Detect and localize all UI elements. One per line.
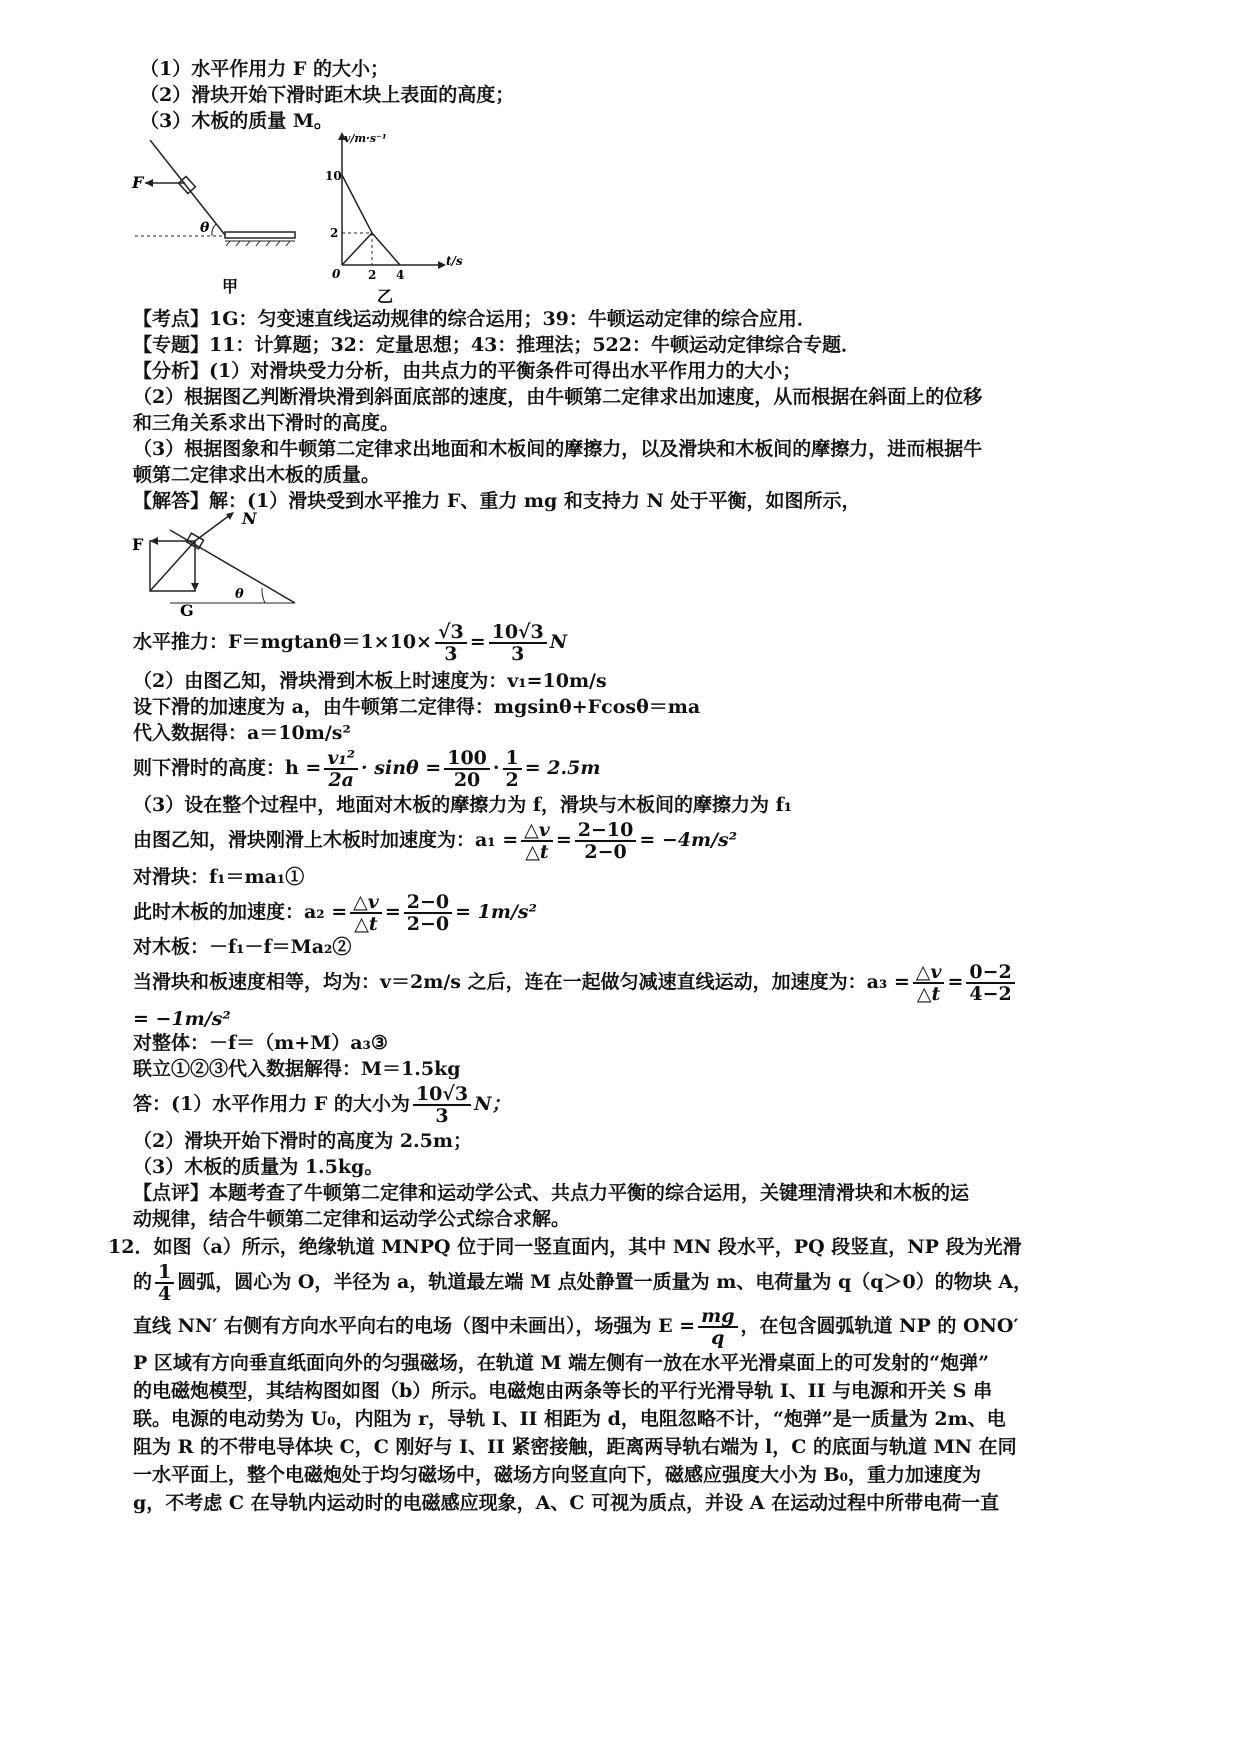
fig1-jia-label: 甲 [222, 277, 239, 296]
q12-line-7: 阻为 R 的不带电导体块 C，C 刚好与 I、II 紧密接触，距离两导轨右端为 l，C 的底面与轨道 MN 在同 [133, 1436, 1017, 1458]
tick-2x: 2 [368, 268, 377, 282]
fig1-f-label: F [132, 173, 144, 192]
solution-p4: 代入数据得：a＝10m/s² [133, 722, 351, 744]
dianping-1: 【点评】本题考查了牛顿第二定律和运动学公式、共点力平衡的综合运用，关键理清滑块和木板的运 [133, 1182, 970, 1204]
fenxi-1: 【分析】(1）对滑块受力分析，由共点力的平衡条件可得出水平作用力的大小； [133, 360, 802, 382]
fig1-theta-label: θ [200, 220, 210, 236]
a3-result: = −1m/s² [133, 1008, 231, 1030]
q12-line-9: g，不考虑 C 在导轨内运动时的电磁感应现象，A、C 可视为质点，并设 A 在运动过程中所带电荷一直 [133, 1492, 1000, 1514]
fenxi-3: 和三角关系求出下滑时的高度。 [133, 412, 400, 434]
answer-1: 答：(1）水平作用力 F 的大小为 $\frac{10√3}{3}$ N； [133, 1083, 511, 1127]
q12-line-6: 联。电源的电动势为 U₀，内阻为 r，导轨 I、II 相距为 d，电阻忽略不计，“炮弹”是一质量为 2m、电 [133, 1408, 1006, 1430]
solution-p2: （2）由图乙知，滑块滑到木板上时速度为：v₁=10m/s [133, 670, 607, 692]
push-formula: 水平推力：F＝mgtanθ＝1×10× $\frac{√3}{3}$ = $\frac{10√3}{3}$ N [133, 621, 568, 665]
solution-p8: 对整体：－f＝（m+M）a₃③ [133, 1032, 388, 1054]
solution-p9: 联立①②③代入数据解得：M＝1.5kg [133, 1058, 461, 1080]
fenxi-5: 顿第二定律求出木板的质量。 [133, 464, 381, 486]
figure-yi [322, 130, 472, 310]
fenxi-4: （3）根据图象和牛顿第二定律求出地面和木板间的摩擦力，以及滑块和木板间的摩擦力，进而根据牛 [133, 438, 983, 460]
fig-yi-label: 乙 [377, 287, 394, 306]
a1-formula: 由图乙知，滑块刚滑上木板时加速度为：a₁ = $\frac{\triangle v}{\triangle t}$ = $\frac{2-10}{2-0}$ = −4m/s² [133, 819, 738, 863]
q12-line-4: P 区域有方向垂直纸面向外的匀强磁场，在轨道 M 端左侧有一放在水平光滑桌面上的可发射的“炮弹” [133, 1352, 990, 1374]
question-2: （2）滑块开始下滑时距木块上表面的高度； [140, 84, 515, 106]
fig2-g-label: G [180, 601, 194, 620]
tick-4x: 4 [396, 268, 405, 282]
fig2-f-label: F [132, 535, 144, 554]
height-formula: 则下滑时的高度：h = $\frac{\text{v₁²}}{2a}$ · sinθ = $\frac{100}{20}$ · $\frac{1}{2}$ = 2.5m [133, 747, 601, 791]
tick-2y: 2 [330, 226, 339, 240]
q12-line-1: 12．如图（a）所示，绝缘轨道 MNPQ 位于同一竖直面内，其中 MN 段水平，PQ 段竖直，NP 段为光滑 [108, 1236, 1022, 1258]
q12-line-5: 的电磁炮模型，其结构图如图（b）所示。电磁炮由两条等长的平行光滑导轨 I、II 与电源和开关 S 串 [133, 1380, 993, 1402]
q12-line-3: 直线 NN′ 右侧有方向水平向右的电场（图中未画出），场强为 E = $\frac{mg}{q}$ ，在包含圆弧轨道 NP 的 ONO′ [133, 1305, 1019, 1349]
jieda: 【解答】解：(1）滑块受到水平推力 F、重力 mg 和支持力 N 处于平衡，如图所示， [133, 490, 861, 512]
tick-10: 10 [325, 169, 342, 183]
q12-line-8: 一水平面上，整个电磁炮处于均匀磁场中，磁场方向竖直向下，磁感应强度大小为 B₀，重力加速度为 [133, 1464, 981, 1486]
fig2-theta-label: θ [235, 587, 244, 602]
v-axis-label: v/m·s⁻¹ [344, 132, 387, 145]
a2-formula: 此时木板的加速度：a₂ = $\frac{\triangle v}{\triangle t}$ = $\frac{2-0}{2-0}$ = 1m/s² [133, 891, 537, 935]
solution-p7: 对木板：－f₁－f＝Ma₂② [133, 936, 352, 958]
kaodian: 【考点】1G：匀变速直线运动规律的综合运用；39：牛顿运动定律的综合应用． [133, 308, 816, 330]
solution-p3: 设下滑的加速度为 a，由牛顿第二定律得：mgsinθ+Fcosθ＝ma [133, 696, 701, 718]
zhuanti: 【专题】11：计算题；32：定量思想；43：推理法；522：牛顿运动定律综合专题． [133, 334, 860, 356]
tick-0: 0 [332, 267, 341, 281]
answer-3: （3）木板的质量为 1.5kg。 [133, 1156, 384, 1178]
fenxi-2: （2）根据图乙判断滑块滑到斜面底部的速度，由牛顿第二定律求出加速度，从而根据在斜面上的位移 [133, 386, 983, 408]
solution-p5: （3）设在整个过程中，地面对木板的摩擦力为 f，滑块与木板间的摩擦力为 f₁ [133, 794, 793, 816]
figure-jia [130, 140, 320, 300]
dianping-2: 动规律，结合牛顿第二定律和运动学公式综合求解。 [133, 1208, 571, 1230]
a3-formula: 当滑块和板速度相等，均为：v＝2m/s 之后，连在一起做匀减速直线运动，加速度为：a₃ = $\frac{\triangle v}{\triangle t}$ = $\frac{0-2}{4-2}$ [133, 962, 1018, 1004]
question-3: （3）木板的质量 M。 [140, 110, 333, 132]
t-axis-label: t/s [446, 254, 463, 268]
force-diagram [130, 510, 310, 620]
solution-p6: 对滑块：f₁＝ma₁① [133, 866, 305, 888]
q12-line-2: 的 $\frac{1}{4}$ 圆弧，圆心为 O，半径为 a，轨道最左端 M 点处静置一质量为 m、电荷量为 q（q＞0）的物块 A， [133, 1261, 1033, 1305]
question-1: （1）水平作用力 F 的大小； [140, 58, 389, 80]
fig2-n-label: N [242, 510, 257, 528]
answer-2: （2）滑块开始下滑时的高度为 2.5m； [133, 1130, 472, 1152]
